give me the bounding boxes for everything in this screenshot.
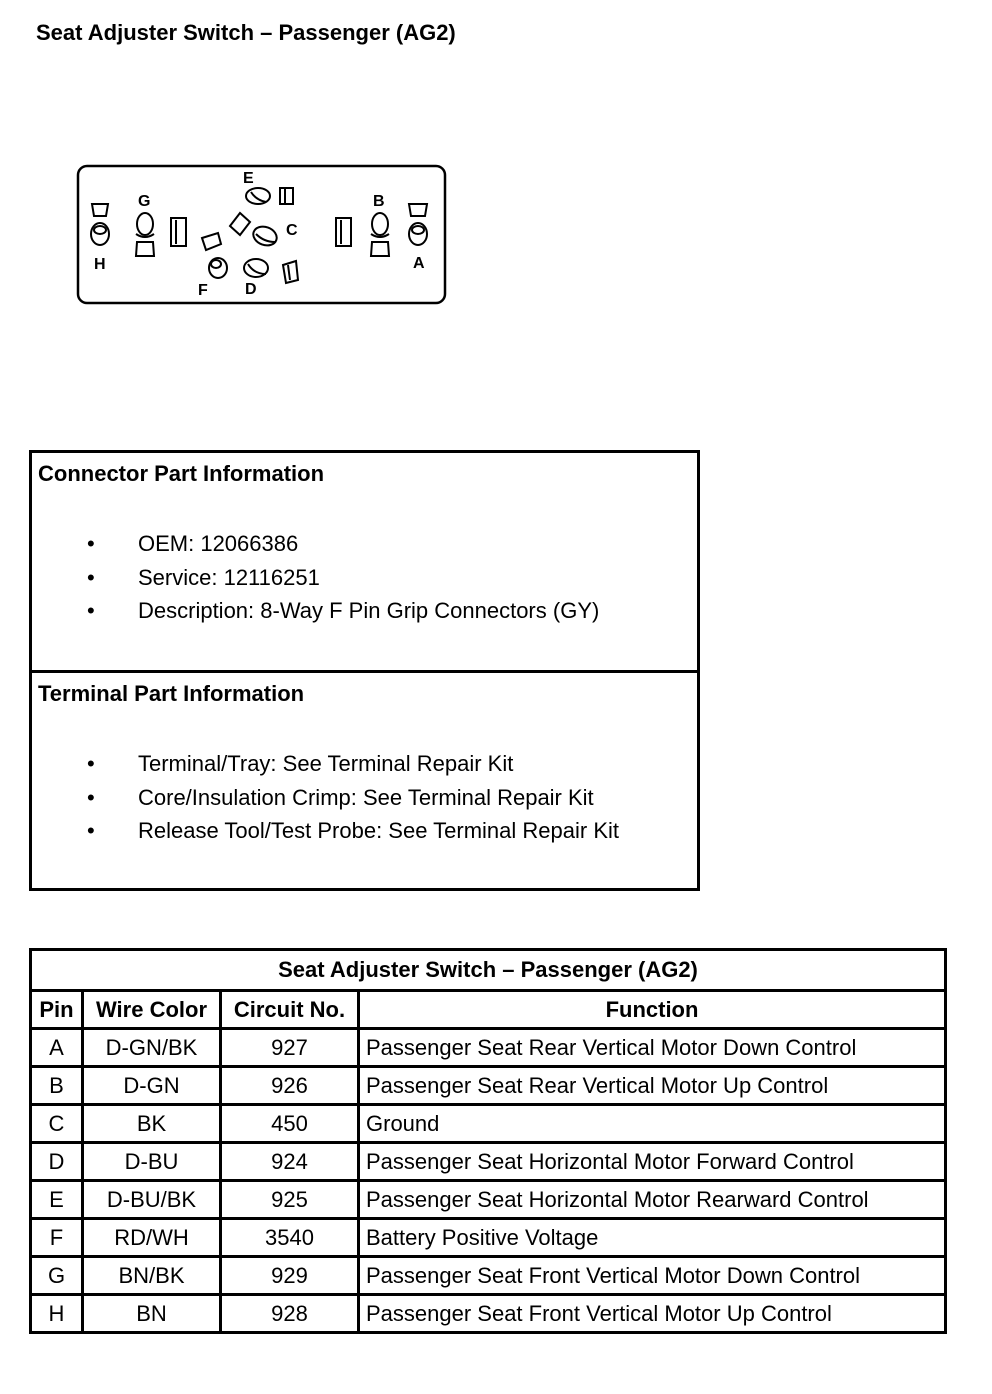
pin-label-h: H xyxy=(94,256,106,273)
pin-label-c: C xyxy=(286,222,298,239)
cell-wire-color: D-GN/BK xyxy=(83,1029,221,1067)
cell-pin: D xyxy=(31,1143,83,1181)
cell-pin: G xyxy=(31,1257,83,1295)
pin-label-g: G xyxy=(138,193,151,210)
bullet-icon: • xyxy=(87,531,95,556)
column-header-circuit-no: Circuit No. xyxy=(221,991,359,1029)
connector-face-drawing xyxy=(70,158,460,314)
table-row xyxy=(31,1067,946,1105)
table-row xyxy=(31,1257,946,1295)
cell-function: Passenger Seat Rear Vertical Motor Up Control xyxy=(359,1067,946,1105)
table-row xyxy=(31,1105,946,1143)
part-information-box xyxy=(29,450,700,891)
table-caption: Seat Adjuster Switch – Passenger (AG2) xyxy=(31,950,946,991)
cell-wire-color: BK xyxy=(83,1105,221,1143)
cell-circuit-no: 926 xyxy=(221,1067,359,1105)
cell-function: Passenger Seat Horizontal Motor Forward Control xyxy=(359,1143,946,1181)
pin-out-table xyxy=(29,948,947,1334)
cell-pin: F xyxy=(31,1219,83,1257)
page-title: Seat Adjuster Switch – Passenger (AG2) xyxy=(36,20,456,45)
connector-part-information: Connector Part Information • OEM: 12066386 • Service: 12116251 • Description: 8-Way F Pin Grip Connectors (GY) xyxy=(32,453,697,673)
bullet-icon: • xyxy=(87,784,95,810)
cell-circuit-no: 3540 xyxy=(221,1219,359,1257)
table-row xyxy=(31,1143,946,1181)
pin-label-a: A xyxy=(413,255,425,272)
cell-function: Ground xyxy=(359,1105,946,1143)
cell-pin: A xyxy=(31,1029,83,1067)
cell-circuit-no: 928 xyxy=(221,1295,359,1333)
cell-circuit-no: 929 xyxy=(221,1257,359,1295)
bullet-icon: • xyxy=(87,818,95,843)
cell-pin: B xyxy=(31,1067,83,1105)
cell-wire-color: BN xyxy=(83,1295,221,1333)
column-header-function: Function xyxy=(359,991,946,1029)
table-row xyxy=(31,1219,946,1257)
terminal-part-information: Terminal Part Information • Terminal/Tray: See Terminal Repair Kit • Core/Insulation Crimp: See Terminal Repair Kit • Release Tool/Test Probe: See Terminal Repair Kit xyxy=(38,681,619,843)
bullet-icon: • xyxy=(87,598,95,623)
cell-pin: H xyxy=(31,1295,83,1333)
table-row xyxy=(31,1029,946,1067)
pin-label-e: E xyxy=(243,170,254,187)
bullet-icon: • xyxy=(87,564,95,590)
cell-function: Passenger Seat Front Vertical Motor Up Control xyxy=(359,1295,946,1333)
connector-info-heading: Connector Part Information xyxy=(38,461,325,486)
cell-wire-color: D-GN xyxy=(83,1067,221,1105)
cell-wire-color: BN/BK xyxy=(83,1257,221,1295)
pin-label-d: D xyxy=(245,281,257,298)
cell-circuit-no: 450 xyxy=(221,1105,359,1143)
cell-circuit-no: 927 xyxy=(221,1029,359,1067)
cell-wire-color: RD/WH xyxy=(83,1219,221,1257)
column-header-wire-color: Wire Color xyxy=(83,991,221,1029)
cell-circuit-no: 924 xyxy=(221,1143,359,1181)
connector-diagram xyxy=(70,158,460,314)
table-row xyxy=(31,1181,946,1219)
cell-function: Passenger Seat Horizontal Motor Rearward Control xyxy=(359,1181,946,1219)
cell-function: Battery Positive Voltage xyxy=(359,1219,946,1257)
cell-wire-color: D-BU xyxy=(83,1143,221,1181)
column-header-pin: Pin xyxy=(31,991,83,1029)
cell-pin: C xyxy=(31,1105,83,1143)
terminal-info-heading: Terminal Part Information xyxy=(38,681,305,706)
pin-label-f: F xyxy=(198,282,208,299)
cell-function: Passenger Seat Front Vertical Motor Down Control xyxy=(359,1257,946,1295)
cell-function: Passenger Seat Rear Vertical Motor Down Control xyxy=(359,1029,946,1067)
cell-pin: E xyxy=(31,1181,83,1219)
table-caption-row xyxy=(31,950,946,991)
bullet-icon: • xyxy=(87,751,95,776)
cell-wire-color: D-BU/BK xyxy=(83,1181,221,1219)
cell-circuit-no: 925 xyxy=(221,1181,359,1219)
table-header-row xyxy=(31,991,946,1029)
pin-label-b: B xyxy=(373,193,385,210)
table-row xyxy=(31,1295,946,1333)
